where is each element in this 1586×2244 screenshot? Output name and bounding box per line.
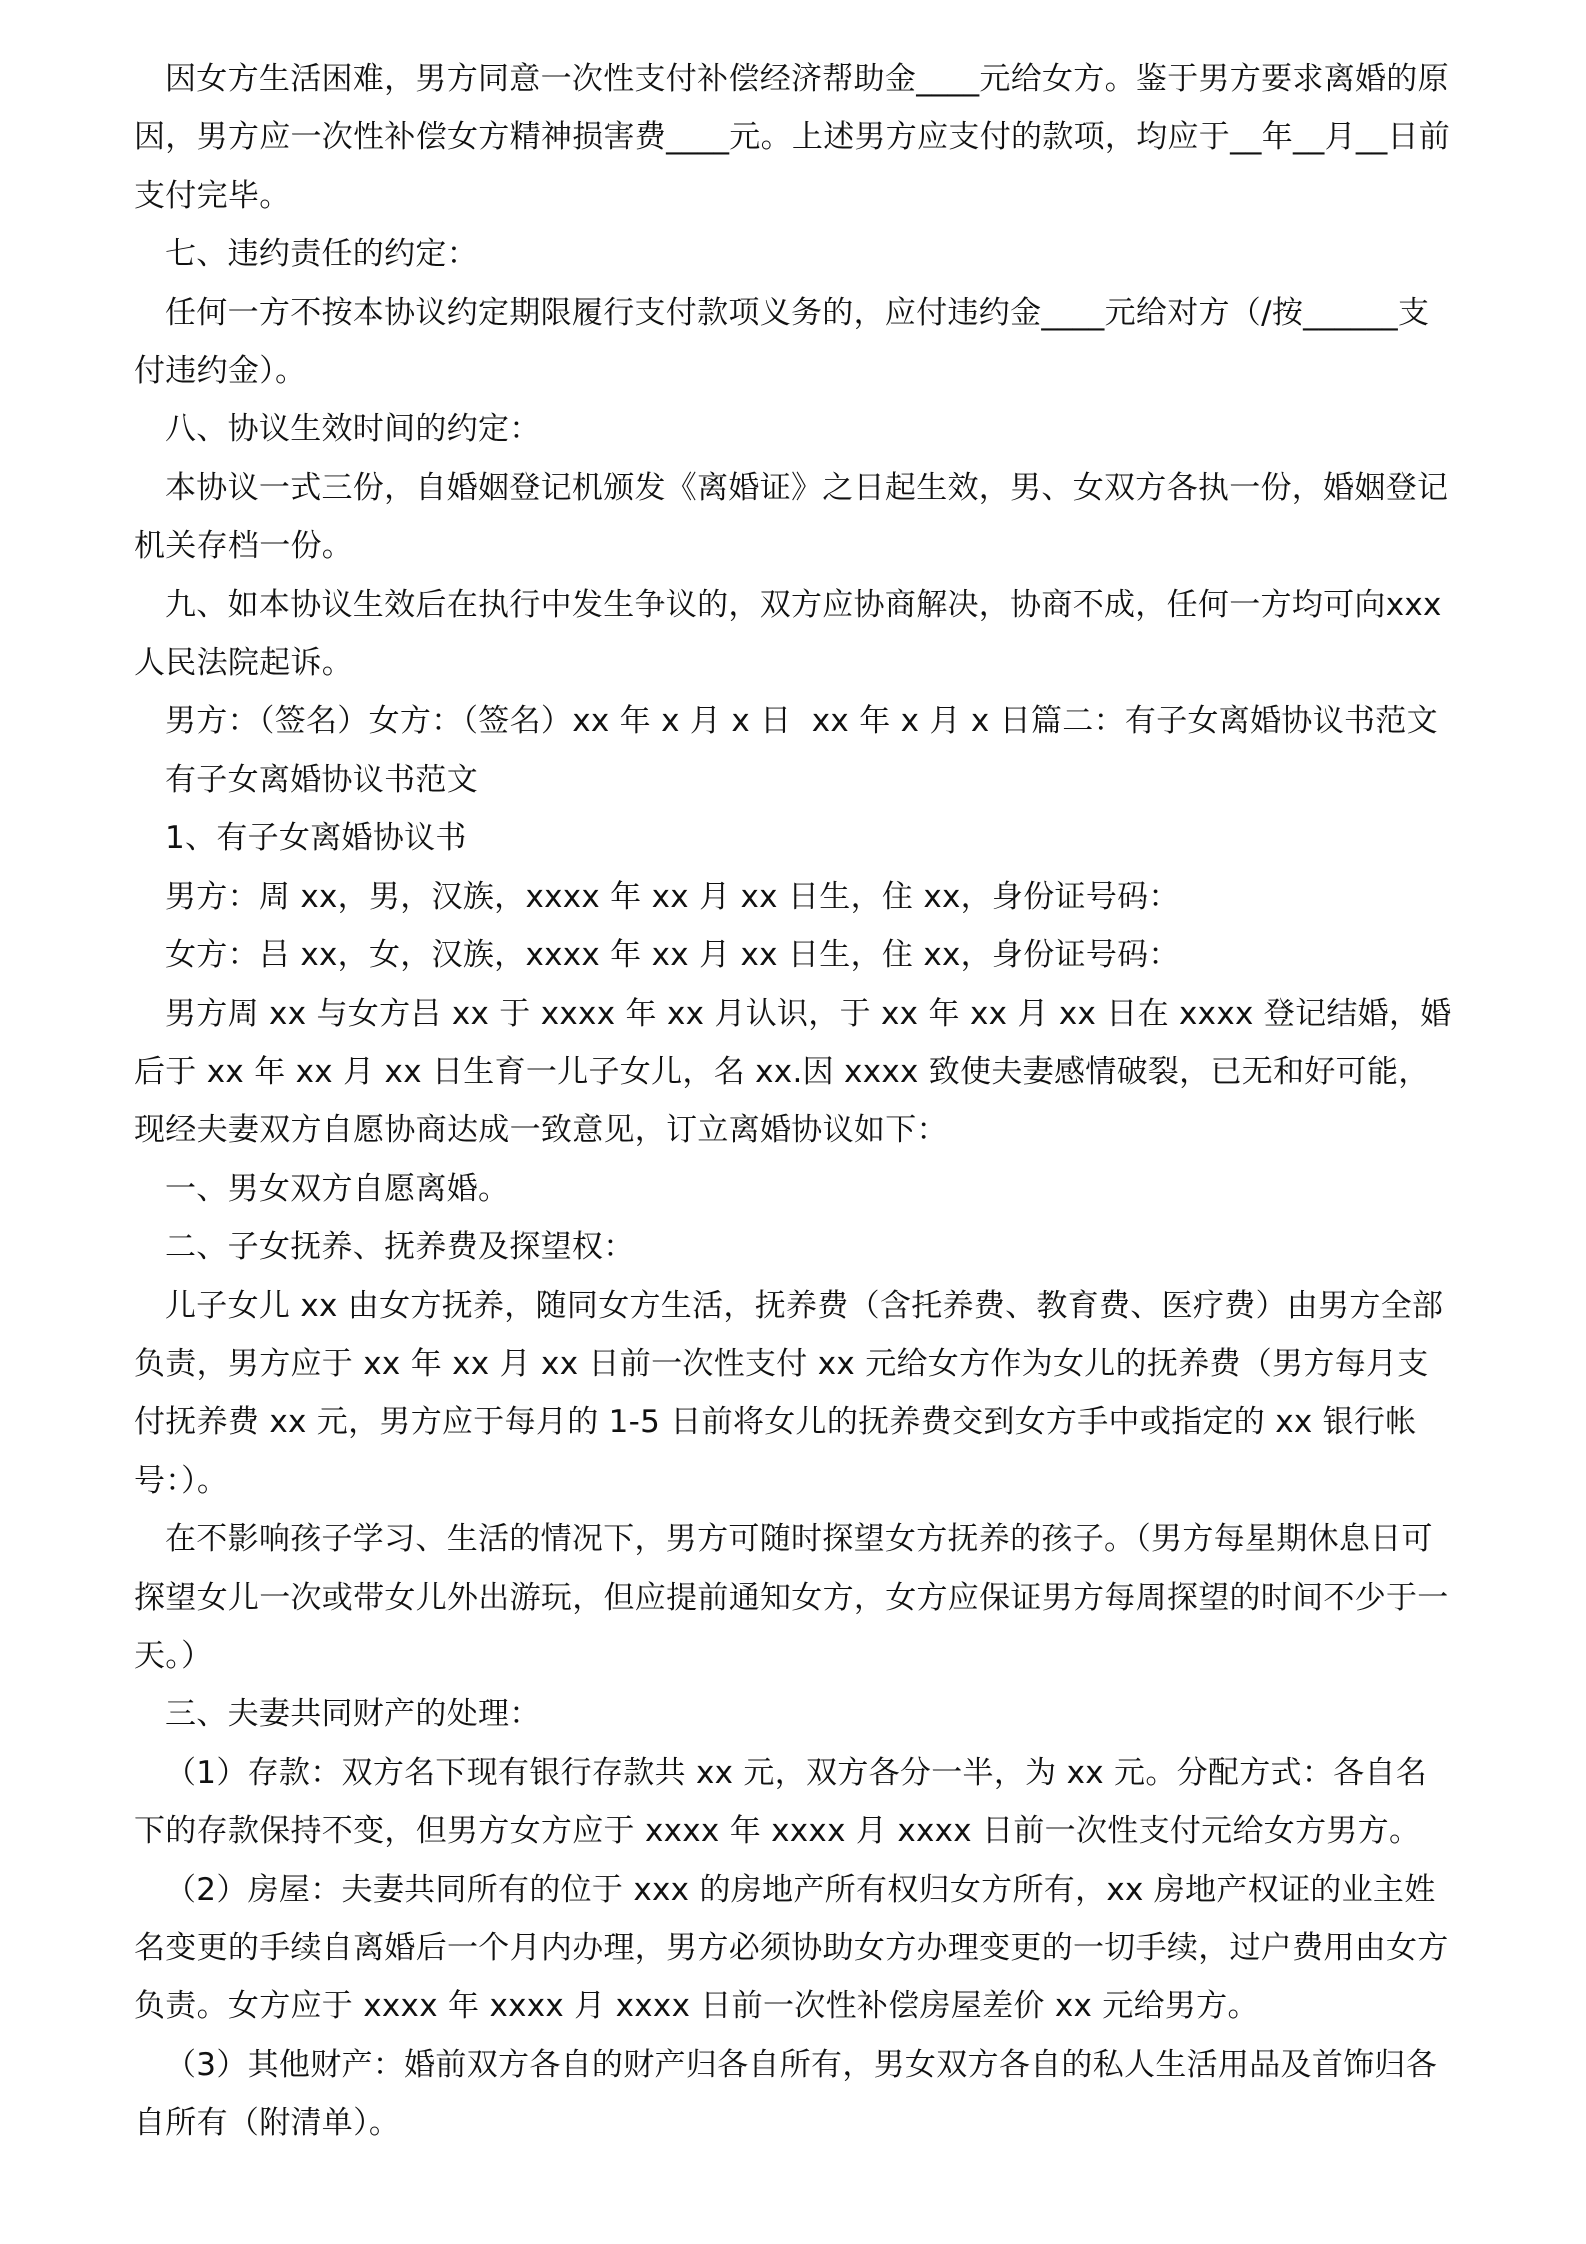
heading-custody: 二、子女抚养、抚养费及探望权： (165, 1229, 635, 1266)
heading-breach-liability: 七、违约责任的约定： (165, 236, 478, 273)
paragraph-effective-time: 本协议一式三份，自婚姻登记机颁发《离婚证》之日起生效，男、女双方各执一份，婚姻登记机关存档一份。 (134, 469, 1449, 565)
paragraph-custody: 儿子女儿 xx 由女方抚养，随同女方生活，抚养费（含托养费、教育费、医疗费）由男方全部负责，男方应于 xx 年 xx 月 xx 日前一次性支付 xx 元给女方作为女儿的抚养费（男方每月支付抚养费 xx 元，男方应于每月的 1-5 日前将女儿的抚养费交到女方手中或指定的 xx 银行帐号：）。 (134, 1287, 1444, 1499)
paragraph-breach-liability: 任何一方不按本协议约定期限履行支付款项义务的，应付违约金____元给对方（/按______支付违约金）。 (134, 294, 1430, 390)
paragraph-background: 男方周 xx 与女方吕 xx 于 xxxx 年 xx 月认识，于 xx 年 xx 月 xx 日在 xxxx 登记结婚，婚后于 xx 年 xx 月 xx 日生育一儿子女儿，名 xx.因 xxxx 致使夫妻感情破裂，已无和好可能，现经夫妻双方自愿协商达成一致意见，订立离婚协议如下： (134, 995, 1452, 1149)
paragraph-house: （2）房屋：夫妻共同所有的位于 xxx 的房地产所有权归女方所有，xx 房地产权证的业主姓名变更的手续自离婚后一个月内办理，男方必须协助女方办理变更的一切手续，过户费用由女方负责。女方应于 xxxx 年 xxxx 月 xxxx 日前一次性补偿房屋差价 xx 元给男方。 (134, 1871, 1449, 2025)
paragraph-dispute: 九、如本协议生效后在执行中发生争议的，双方应协商解决，协商不成，任何一方均可向xxx 人民法院起诉。 (134, 586, 1452, 682)
section-title: 有子女离婚协议书范文 (165, 761, 478, 798)
heading-property: 三、夫妻共同财产的处理： (165, 1696, 541, 1733)
paragraph-deposits: （1）存款：双方名下现有银行存款共 xx 元，双方各分一半，为 xx 元。分配方式：各自名下的存款保持不变，但男方女方应于 xxxx 年 xxxx 月 xxxx 日前一次性支付元给女方男方。 (134, 1754, 1428, 1850)
clause-divorce: 一、男女双方自愿离婚。 (165, 1170, 510, 1207)
paragraph-visitation: 在不影响孩子学习、生活的情况下，男方可随时探望女方抚养的孩子。（男方每星期休息日可探望女儿一次或带女儿外出游玩，但应提前通知女方，女方应保证男方每周探望的时间不少于一天。） (134, 1521, 1449, 1674)
paragraph-signatures: 男方：（签名）女方：（签名）xx 年 x 月 x 日 xx 年 x 月 x 日篇二：有子女离婚协议书范文 (165, 703, 1438, 740)
paragraph-other-property: （3）其他财产：婚前双方各自的财产归各自所有，男女双方各自的私人生活用品及首饰归各自所有（附清单）。 (134, 2046, 1438, 2142)
paragraph-compensation: 因女方生活困难，男方同意一次性支付补偿经济帮助金____元给女方。鉴于男方要求离婚的原因，男方应一次性补偿女方精神损害费____元。上述男方应支付的款项，均应于__年__月__日前支付完毕。 (134, 61, 1451, 214)
agreement-title: 1、有子女离婚协议书 (165, 820, 467, 857)
party-female: 女方：吕 xx，女，汉族，xxxx 年 xx 月 xx 日生，住 xx，身份证号码： (165, 937, 1180, 974)
document-body (134, 50, 1454, 2153)
party-male: 男方：周 xx，男，汉族，xxxx 年 xx 月 xx 日生，住 xx，身份证号码： (165, 878, 1180, 915)
heading-effective-time: 八、协议生效时间的约定： (165, 411, 541, 448)
